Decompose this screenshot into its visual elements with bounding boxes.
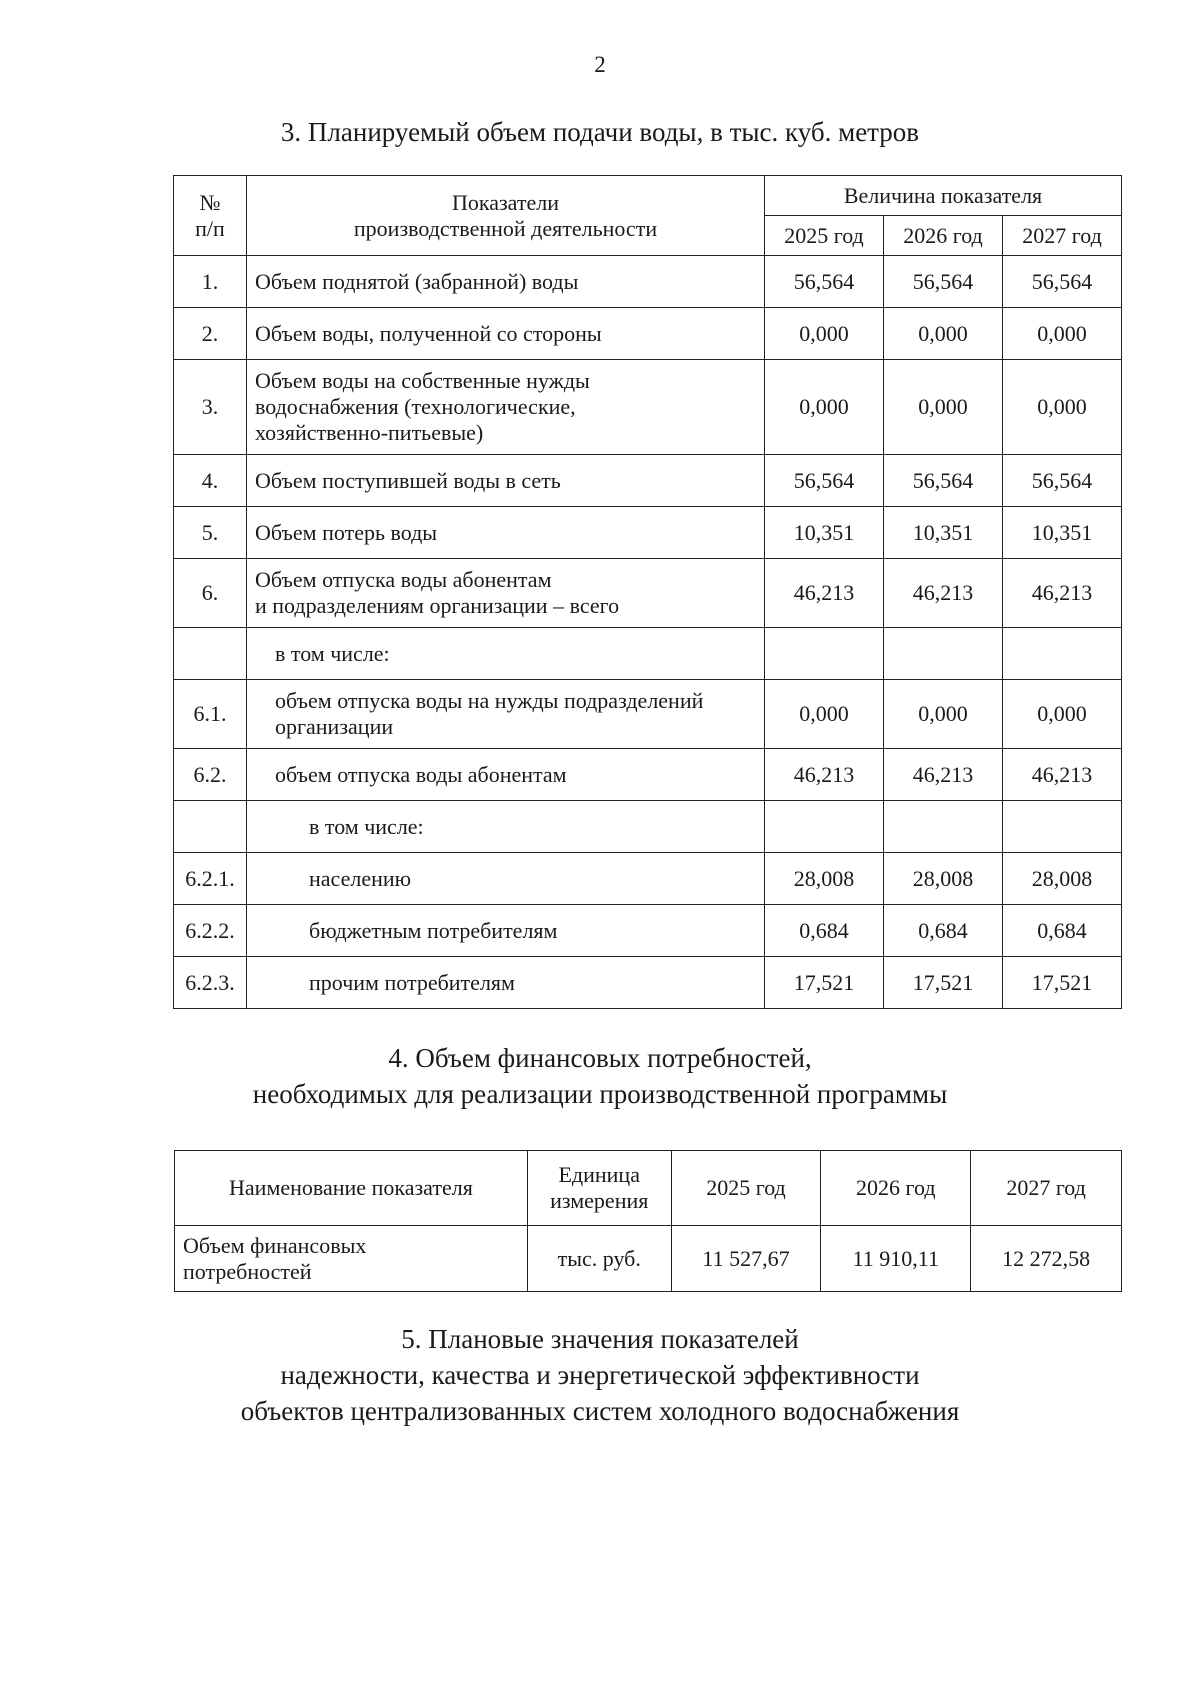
header-year: 2027 год <box>971 1151 1122 1226</box>
table-row: 6.2.3. прочим потребителям 17,521 17,521 17,521 <box>174 957 1122 1009</box>
header-value-group: Величина показателя <box>765 176 1122 216</box>
header-indicator: Показатели производственной деятельности <box>247 176 765 256</box>
header-year: 2026 год <box>884 216 1003 256</box>
section-5-title: 5. Плановые значения показателей надежности, качества и энергетической эффективности объектов централизованных систем холодного водоснабжения <box>240 1324 960 1426</box>
table-header-row <box>174 176 1122 216</box>
water-supply-table <box>173 175 1122 1009</box>
section-3-title-text: 3. Планируемый объем подачи воды, в тыс. куб. метров <box>280 117 920 147</box>
table-row: 6.2.2. бюджетным потребителям 0,684 0,684 0,684 <box>174 905 1122 957</box>
table-row: 6.1. объем отпуска воды на нужды подразделений организации 0,000 0,000 0,000 <box>174 680 1122 749</box>
financial-needs-table <box>174 1150 1122 1292</box>
table-header-row <box>175 1151 1122 1226</box>
table-row: 1. Объем поднятой (забранной) воды 56,564 56,564 56,564 <box>174 256 1122 308</box>
header-indicator: Наименование показателя <box>175 1151 528 1226</box>
table-row: в том числе: <box>174 628 1122 680</box>
table-row: Объем финансовых потребностей тыс. руб. 11 527,67 11 910,11 12 272,58 <box>175 1226 1122 1292</box>
table-row: в том числе: <box>174 801 1122 853</box>
table-row: 4. Объем поступившей воды в сеть 56,564 56,564 56,564 <box>174 455 1122 507</box>
header-num: № п/п <box>174 176 247 256</box>
page-number: 2 <box>594 52 606 77</box>
header-year: 2026 год <box>821 1151 971 1226</box>
header-year: 2025 год <box>765 216 884 256</box>
header-year: 2027 год <box>1003 216 1122 256</box>
table-row: 6.2. объем отпуска воды абонентам 46,213 46,213 46,213 <box>174 749 1122 801</box>
table-row: 3. Объем воды на собственные нужды водоснабжения (технологические, хозяйственно-питьевые) 0,000 0,000 0,000 <box>174 360 1122 455</box>
section-4-title: 4. Объем финансовых потребностей, необходимых для реализации производственной программы <box>252 1043 948 1109</box>
table-row: 6.2.1. населению 28,008 28,008 28,008 <box>174 853 1122 905</box>
section-3-title <box>0 114 1200 150</box>
table-row: 2. Объем воды, полученной со стороны 0,000 0,000 0,000 <box>174 308 1122 360</box>
table-row: 5. Объем потерь воды 10,351 10,351 10,351 <box>174 507 1122 559</box>
table-row: 6. Объем отпуска воды абонентам и подразделениям организации – всего 46,213 46,213 46,213 <box>174 559 1122 628</box>
header-year: 2025 год <box>671 1151 821 1226</box>
header-unit: Единица измерения <box>527 1151 671 1226</box>
